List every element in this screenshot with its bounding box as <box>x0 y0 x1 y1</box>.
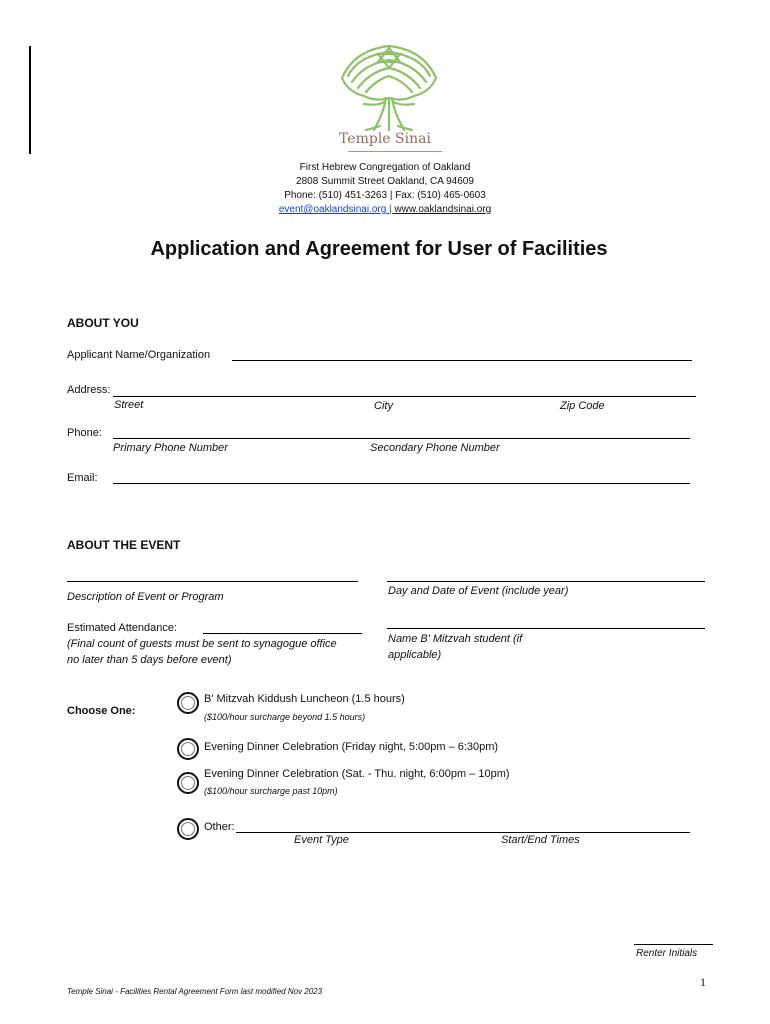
org-contact-links <box>0 204 770 215</box>
radio-kiddush-luncheon[interactable] <box>177 692 199 714</box>
logo-underline <box>348 151 442 152</box>
primary-phone-hint: Primary Phone Number <box>113 442 228 454</box>
about-event-heading: ABOUT THE EVENT <box>67 538 181 552</box>
city-hint: City <box>374 400 393 412</box>
student-hint-2: applicable) <box>388 649 442 661</box>
option-weeknight-dinner-label: Evening Dinner Celebration (Sat. - Thu. night, 6:00pm – 10pm) <box>204 768 510 780</box>
org-name: First Hebrew Congregation of Oakland <box>299 162 471 173</box>
email-label: Email: <box>67 472 98 484</box>
option-kiddush-label: B' Mitzvah Kiddush Luncheon (1.5 hours) <box>204 693 405 705</box>
attendance-note-2: no later than 5 days before event) <box>67 654 232 666</box>
address-field[interactable] <box>113 396 696 397</box>
address-label: Address: <box>67 384 111 396</box>
street-hint: Street <box>114 399 144 411</box>
student-hint-1: Name B' Mitzvah student (if <box>388 633 523 645</box>
date-field[interactable] <box>387 581 705 582</box>
attendance-field[interactable] <box>203 633 362 634</box>
applicant-field[interactable] <box>232 360 692 361</box>
option-other-label: Other: <box>204 821 235 833</box>
org-phone-fax: Phone: (510) 451-3263 | Fax: (510) 465-0603 <box>284 190 486 201</box>
choose-one-label: Choose One: <box>67 705 136 717</box>
radio-weeknight-dinner[interactable] <box>177 772 199 794</box>
option-friday-dinner-label: Evening Dinner Celebration (Friday night, 5:00pm – 6:30pm) <box>204 741 499 753</box>
student-field[interactable] <box>387 628 705 629</box>
about-you-heading: ABOUT YOU <box>67 316 139 330</box>
phone-field[interactable] <box>113 438 690 439</box>
org-address: 2808 Summit Street Oakland, CA 94609 <box>296 176 474 187</box>
website-link[interactable]: www.oaklandsinai.org <box>394 204 492 215</box>
zip-hint: Zip Code <box>560 400 605 412</box>
separator: | <box>386 204 395 215</box>
option-kiddush-note: ($100/hour surcharge beyond 1.5 hours) <box>204 712 366 722</box>
page-title: Application and Agreement for User of Facilities <box>150 238 608 260</box>
renter-initials-hint: Renter Initials <box>636 948 698 959</box>
radio-other[interactable] <box>177 818 199 840</box>
footer-text: Temple Sinai - Facilities Rental Agreement Form last modified Nov 2023 <box>67 987 323 996</box>
attendance-label: Estimated Attendance: <box>67 622 178 634</box>
secondary-phone-hint: Secondary Phone Number <box>370 442 500 454</box>
email-field[interactable] <box>113 483 690 484</box>
description-field[interactable] <box>67 581 358 582</box>
event-type-hint: Event Type <box>294 834 349 846</box>
temple-sinai-tree-logo <box>334 40 444 132</box>
applicant-label: Applicant Name/Organization <box>67 349 211 361</box>
date-hint: Day and Date of Event (include year) <box>388 585 569 597</box>
radio-friday-dinner[interactable] <box>177 738 199 760</box>
description-hint: Description of Event or Program <box>67 591 224 603</box>
renter-initials-field[interactable] <box>634 944 713 945</box>
option-weeknight-dinner-note: ($100/hour surcharge past 10pm) <box>204 786 338 796</box>
email-link[interactable]: event@oaklandsinai.org <box>278 204 387 215</box>
phone-label: Phone: <box>67 427 102 439</box>
times-hint: Start/End Times <box>501 834 580 846</box>
page-number: 1 <box>700 975 706 989</box>
logo-wordmark: Temple Sinai <box>339 131 431 147</box>
other-event-field[interactable] <box>236 832 690 833</box>
attendance-note-1: (Final count of guests must be sent to synagogue office <box>67 638 337 650</box>
